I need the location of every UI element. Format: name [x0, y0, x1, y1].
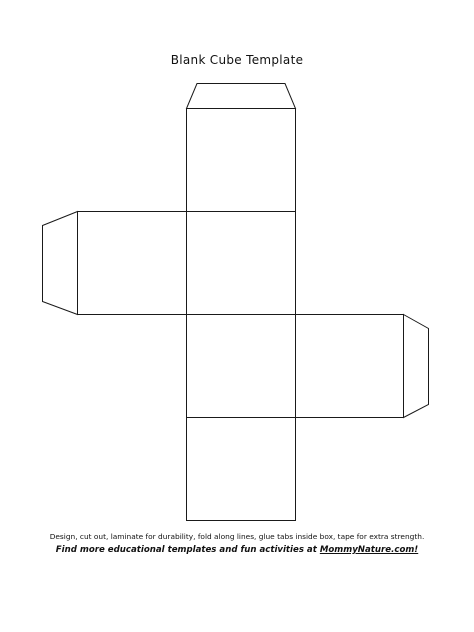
page-title: Blank Cube Template — [170, 53, 304, 67]
glue-tab-left — [43, 212, 78, 315]
glue-tab-right — [404, 315, 429, 418]
cube-face-right — [296, 315, 404, 418]
cube-face-lower — [187, 315, 296, 418]
glue-tab-top — [187, 84, 296, 109]
footer-link[interactable]: MommyNature.com! — [319, 545, 419, 555]
footer-prefix: Find more educational templates and fun activities at — [55, 545, 320, 555]
cube-face-top — [187, 109, 296, 212]
cube-face-bottom — [187, 418, 296, 521]
instructions-text: Design, cut out, laminate for durability, fold along lines, glue tabs inside box, tape for extra strength. — [49, 532, 425, 541]
cube-face-left — [78, 212, 187, 315]
footer-text — [0, 545, 474, 555]
cube-face-middle — [187, 212, 296, 315]
